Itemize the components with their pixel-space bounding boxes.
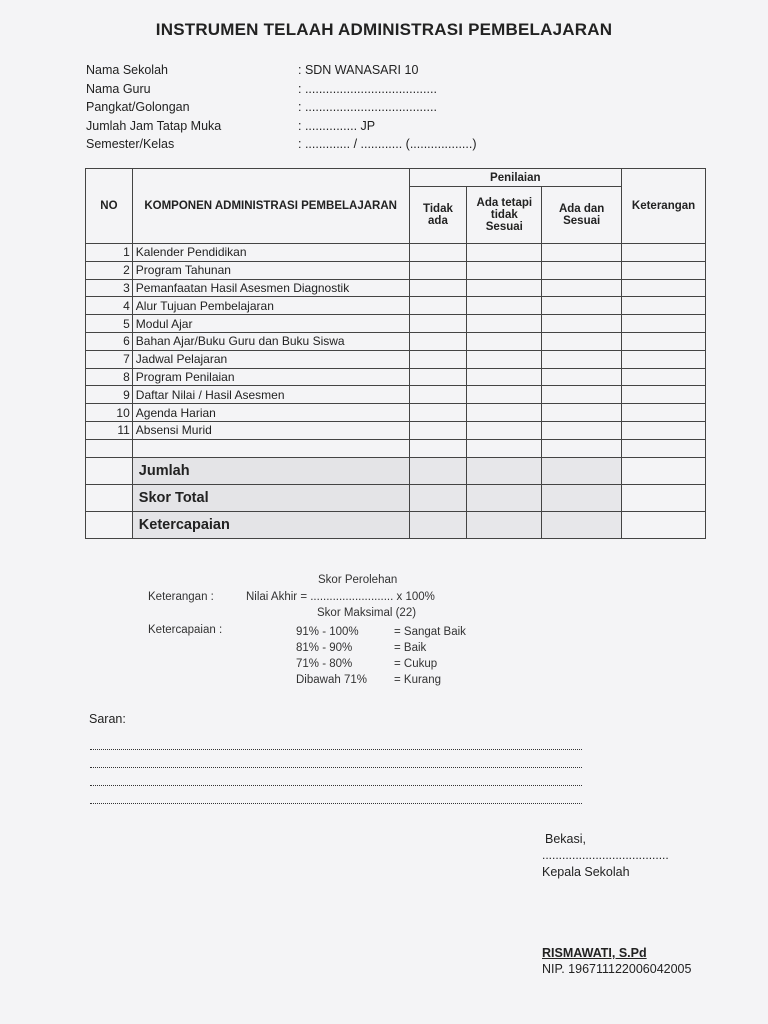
row-component: Daftar Nilai / Hasil Asesmen	[132, 386, 409, 404]
row-component: Pemanfaatan Hasil Asesmen Diagnostik	[132, 279, 409, 297]
cell-ada-sesuai[interactable]	[542, 332, 622, 350]
signature-nip: NIP. 196711122006042005	[542, 962, 692, 976]
cell-keterangan[interactable]	[622, 350, 706, 368]
row-number: 9	[86, 386, 133, 404]
cell-keterangan[interactable]	[622, 386, 706, 404]
range-item: 81% - 90%	[296, 642, 353, 654]
cell-ada-sesuai[interactable]	[542, 279, 622, 297]
document-title: INSTRUMEN TELAAH ADMINISTRASI PEMBELAJARAN	[155, 20, 613, 39]
school-info	[86, 61, 477, 154]
signature-place: Bekasi,	[545, 832, 586, 846]
info-label: Nama Sekolah	[86, 63, 168, 77]
cell-ada-sesuai[interactable]	[542, 386, 622, 404]
row-number: 8	[86, 368, 133, 386]
cell-ada-tidak-sesuai[interactable]	[467, 368, 542, 386]
grade-item: = Cukup	[394, 658, 438, 670]
cell-ada-sesuai[interactable]	[542, 315, 622, 333]
cell-tidak-ada[interactable]	[409, 404, 467, 422]
range-item: Dibawah 71%	[296, 674, 367, 686]
header-tidak-ada: Tidak ada	[409, 187, 467, 244]
cell-tidak-ada[interactable]	[409, 261, 467, 279]
row-number: 6	[86, 332, 133, 350]
row-number: 3	[86, 279, 133, 297]
cell-ada-tidak-sesuai[interactable]	[467, 332, 542, 350]
row-number: 1	[86, 244, 133, 262]
cell-keterangan[interactable]	[622, 421, 706, 439]
cell-ada-sesuai[interactable]	[542, 404, 622, 422]
info-label: Pangkat/Golongan	[86, 100, 190, 114]
summary-label: Ketercapaian	[132, 511, 409, 538]
cell-tidak-ada[interactable]	[409, 297, 467, 315]
cell-keterangan[interactable]	[622, 368, 706, 386]
cell-keterangan[interactable]	[622, 332, 706, 350]
assessment-table	[85, 168, 706, 539]
cell-ada-sesuai[interactable]	[542, 350, 622, 368]
saran-line[interactable]	[90, 803, 582, 804]
row-number: 11	[86, 421, 133, 439]
info-row-jam	[86, 117, 477, 136]
cell-keterangan[interactable]	[622, 297, 706, 315]
row-component: Bahan Ajar/Buku Guru dan Buku Siswa	[132, 332, 409, 350]
row-component: Agenda Harian	[132, 404, 409, 422]
info-value: : ............. / ............ (..................)	[298, 137, 477, 151]
formula-numerator: Skor Perolehan	[318, 574, 398, 586]
table-row	[86, 315, 706, 333]
ketercapaian-ranges	[296, 624, 367, 688]
item-rows	[86, 244, 706, 440]
table-row	[86, 404, 706, 422]
cell-tidak-ada[interactable]	[409, 244, 467, 262]
formula-left	[246, 591, 435, 603]
header-komponen: KOMPONEN ADMINISTRASI PEMBELAJARAN	[132, 169, 409, 244]
cell-ada-tidak-sesuai[interactable]	[467, 404, 542, 422]
info-value: : ......................................	[298, 100, 437, 114]
cell-tidak-ada[interactable]	[409, 350, 467, 368]
row-number: 2	[86, 261, 133, 279]
cell-ada-tidak-sesuai[interactable]	[467, 244, 542, 262]
info-label: Nama Guru	[86, 81, 151, 96]
formula-denominator: Skor Maksimal (22)	[317, 607, 417, 619]
keterangan-label: Keterangan :	[148, 591, 214, 603]
row-component: Program Tahunan	[132, 261, 409, 279]
header-ada-sesuai: Ada dan Sesuai	[542, 187, 622, 244]
cell-tidak-ada[interactable]	[409, 386, 467, 404]
info-value: : ......................................	[298, 81, 437, 96]
info-value: : SDN WANASARI 10	[298, 63, 419, 77]
cell-ada-sesuai[interactable]	[542, 421, 622, 439]
table-row-empty	[86, 439, 706, 457]
info-label: Semester/Kelas	[86, 137, 175, 151]
info-row-nama-sekolah	[86, 61, 477, 80]
row-component: Kalender Pendidikan	[132, 244, 409, 262]
cell-ada-sesuai[interactable]	[542, 368, 622, 386]
table-row	[86, 332, 706, 350]
table-row	[86, 350, 706, 368]
saran-label: Saran:	[89, 712, 126, 726]
cell-keterangan[interactable]	[622, 261, 706, 279]
row-component: Modul Ajar	[132, 315, 409, 333]
cell-ada-sesuai[interactable]	[542, 261, 622, 279]
cell-keterangan[interactable]	[622, 279, 706, 297]
header-no: NO	[86, 169, 133, 244]
table-row	[86, 279, 706, 297]
header-keterangan: Keterangan	[622, 169, 706, 244]
row-component: Alur Tujuan Pembelajaran	[132, 297, 409, 315]
signature-date: ......................................	[542, 848, 669, 862]
info-row-pangkat	[86, 98, 477, 117]
row-component: Jadwal Pelajaran	[132, 350, 409, 368]
saran-line[interactable]	[90, 749, 582, 750]
formula-dots: .......................... x 100%	[310, 591, 435, 603]
saran-line[interactable]	[90, 785, 582, 786]
row-number: 10	[86, 404, 133, 422]
grade-item: = Kurang	[394, 674, 441, 686]
cell-tidak-ada[interactable]	[409, 421, 467, 439]
summary-label: Jumlah	[132, 457, 409, 484]
table-header-row	[86, 169, 706, 187]
info-value: : ............... JP	[298, 118, 376, 133]
cell-keterangan[interactable]	[622, 315, 706, 333]
cell-ada-sesuai[interactable]	[542, 297, 622, 315]
row-component: Program Penilaian	[132, 368, 409, 386]
summary-row-jumlah	[86, 457, 706, 484]
table-row	[86, 261, 706, 279]
cell-ada-tidak-sesuai[interactable]	[467, 350, 542, 368]
cell-ada-tidak-sesuai[interactable]	[467, 279, 542, 297]
cell-ada-sesuai[interactable]	[542, 244, 622, 262]
info-label: Jumlah Jam Tatap Muka	[86, 118, 222, 133]
cell-ada-tidak-sesuai[interactable]	[467, 386, 542, 404]
row-number: 7	[86, 350, 133, 368]
cell-tidak-ada[interactable]	[409, 332, 467, 350]
ketercapaian-grades	[394, 624, 466, 688]
range-item: 71% - 80%	[296, 658, 353, 670]
cell-tidak-ada[interactable]	[409, 279, 467, 297]
signature-role: Kepala Sekolah	[542, 865, 630, 879]
row-number: 4	[86, 297, 133, 315]
saran-line[interactable]	[90, 767, 582, 768]
info-row-nama-guru	[86, 80, 477, 99]
summary-row-ketercapaian	[86, 511, 706, 538]
range-item: 91% - 100%	[296, 626, 359, 638]
cell-tidak-ada[interactable]	[409, 315, 467, 333]
cell-keterangan[interactable]	[622, 404, 706, 422]
grade-item: = Baik	[394, 642, 427, 654]
table-row	[86, 244, 706, 262]
cell-ada-tidak-sesuai[interactable]	[467, 421, 542, 439]
header-penilaian: Penilaian	[409, 169, 622, 187]
row-component: Absensi Murid	[132, 421, 409, 439]
cell-ada-tidak-sesuai[interactable]	[467, 261, 542, 279]
grade-item: = Sangat Baik	[394, 626, 466, 638]
signature-name: RISMAWATI, S.Pd	[542, 946, 647, 960]
cell-keterangan[interactable]	[622, 244, 706, 262]
table-row	[86, 297, 706, 315]
table-row	[86, 368, 706, 386]
summary-label: Skor Total	[132, 484, 409, 511]
cell-ada-tidak-sesuai[interactable]	[467, 315, 542, 333]
summary-row-skor-total	[86, 484, 706, 511]
ketercapaian-label: Ketercapaian :	[148, 624, 223, 636]
table-row	[86, 386, 706, 404]
cell-ada-tidak-sesuai[interactable]	[467, 297, 542, 315]
table-row	[86, 421, 706, 439]
info-row-semester	[86, 135, 477, 154]
cell-tidak-ada[interactable]	[409, 368, 467, 386]
header-ada-tidak-sesuai: Ada tetapi tidak Sesuai	[467, 187, 542, 244]
formula-nilai-akhir: Nilai Akhir =	[246, 591, 311, 603]
row-number: 5	[86, 315, 133, 333]
